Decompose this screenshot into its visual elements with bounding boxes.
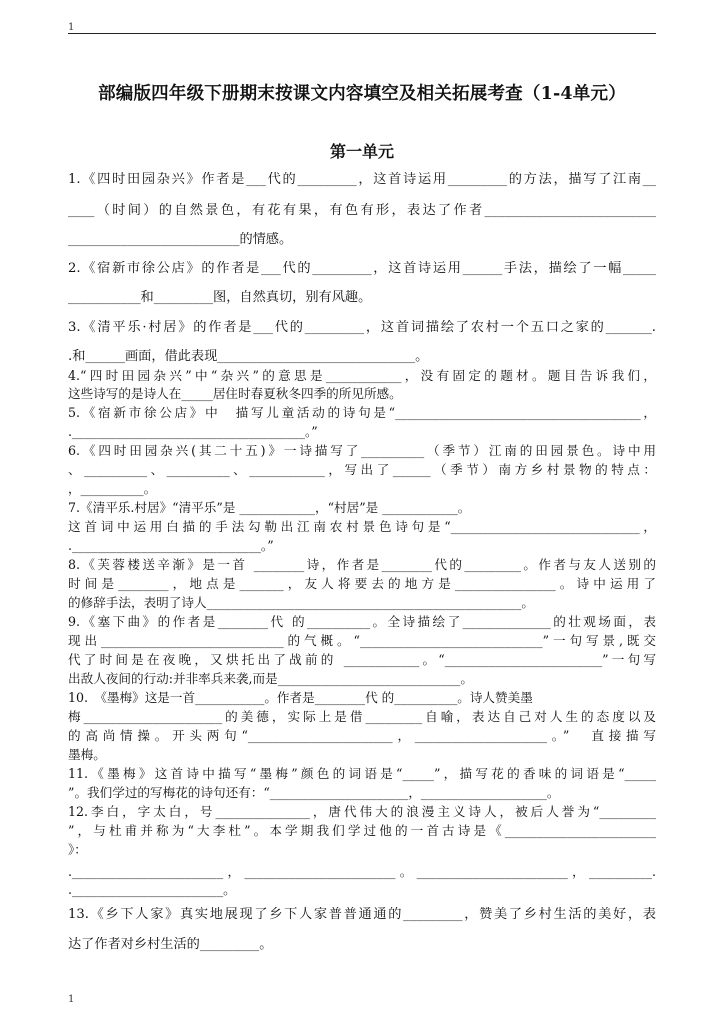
text-line: 出敌人夜间的行动:并非率兵来袭,而是_____________________________。 bbox=[68, 671, 473, 686]
text-line: 4.“四时田园杂兴”中“杂兴”的意思是____________，没有固定的题材。题目告诉我们， bbox=[68, 368, 656, 383]
header-rule bbox=[68, 33, 656, 34]
text-line: ._____________________________________。” bbox=[68, 424, 318, 439]
text-line: 时间是________，地点是_______，友人将要去的地方是________________。诗中运用了 bbox=[68, 576, 656, 591]
text-line: 11.《墨梅》这首诗中描写“墨梅”颜色的词语是“_____”，描写花的香味的词语是“_____ bbox=[68, 766, 656, 781]
document-title: 部编版四年级下册期末按课文内容填空及相关拓展考查（1-4单元） bbox=[98, 84, 626, 104]
page-number-top: 1 bbox=[68, 22, 75, 33]
text-line: 》： bbox=[68, 842, 87, 857]
text-line: 7.《清平乐.村居》“清平乐”是 ____________，“村居”是 ____________。 bbox=[68, 500, 471, 515]
text-line: 10. 《墨梅》这是一首___________。作者是________代 的__________。诗人赞美墨 bbox=[68, 690, 533, 705]
text-line: 达了作者对乡村生活的_________。 bbox=[68, 937, 273, 952]
text-line: 现出_____________________________的气概。“_____________________________”一句写景,既交 bbox=[68, 633, 656, 648]
text-line: 2.《宿新市徐公店》的作者是___代的_________，这首诗运用______手法，描绘了一幅_____ bbox=[68, 261, 656, 276]
page-number-bottom: 1 bbox=[68, 994, 75, 1005]
text-line: 这些诗写的是诗人在_____居住时春夏秋冬四季的所见所感。 bbox=[68, 386, 402, 401]
text-line: 8.《芙蓉楼送辛渐》是一首 ________诗，作者是________代的_________。作者与友人送别的 bbox=[68, 557, 656, 572]
text-line: ，__________。 bbox=[68, 481, 157, 496]
unit-heading: 第一单元 bbox=[329, 142, 394, 161]
text-line: 3.《清平乐·村居》的作者是___代的_________，这首词描绘了农村一个五口之家的_______. bbox=[68, 320, 656, 335]
text-line: 1.《四时田园杂兴》作者是___代的_________，这首诗运用_________的方法，描写了江南__ bbox=[68, 172, 656, 187]
text-line: .和______画面，借此表现______________________________。 bbox=[68, 349, 429, 364]
text-line: ”，与杜甫并称为“大李杜”。本学期我们学过他的一首古诗是《________________________ bbox=[68, 823, 656, 838]
text-line: ___________和_________图，自然真切，别有风趣。 bbox=[68, 290, 372, 305]
text-line: 13.《乡下人家》真实地展现了乡下人家普普通通的_________，赞美了乡村生活的美好，表 bbox=[68, 907, 656, 922]
text-line: 6.《四时田园杂兴(其二十五)》一诗描写了__________（季节）江南的田园景色。诗中用 bbox=[68, 443, 656, 458]
text-line: ”。我们学过的写梅花的诗句还有：“______________________，____________________。 bbox=[68, 785, 560, 800]
text-line: .________________________。 bbox=[68, 882, 236, 897]
text-line: 代了时间是在夜晚，又烘托出了战前的 ____________。“_________________________”一句写 bbox=[68, 652, 656, 667]
text-line: 的修辞手法，表明了诗人__________________________________________________。 bbox=[68, 595, 534, 610]
text-line: ____（时间）的自然景色，有花有果，有色有形，表达了作者__________________________ bbox=[68, 203, 656, 218]
text-line: 的高尚情操。开头两句“_______________________，_____________________。” 直接描写 bbox=[68, 728, 656, 743]
text-line: 9.《塞下曲》的作者是________代 的__________。全诗描绘了______________的壮观场面，表 bbox=[68, 614, 656, 629]
text-line: 、__________、__________、____________，写出了______（季节）南方乡村景物的特点： bbox=[68, 462, 656, 477]
text-line: .________________________，________________________。________________________，__________. bbox=[68, 864, 656, 879]
text-line: .______________________________。” bbox=[68, 538, 274, 553]
text-line: 12.李白，字太白，号_______________，唐代伟大的浪漫主义诗人，被后人誉为“_________ bbox=[68, 804, 656, 819]
text-line: 墨梅。 bbox=[68, 747, 106, 762]
text-line: __________________________的情感。 bbox=[68, 232, 293, 247]
text-line: 梅______________________的美德，实际上是借_________自喻，表达自己对人生的态度以及 bbox=[68, 709, 656, 724]
text-line: 5.《宿新市徐公店》中 描写儿童活动的诗句是“_______________________________________， bbox=[68, 405, 656, 420]
text-line: 这首词中运用白描的手法勾勒出江南农村景色诗句是“______________________________， bbox=[68, 519, 656, 534]
